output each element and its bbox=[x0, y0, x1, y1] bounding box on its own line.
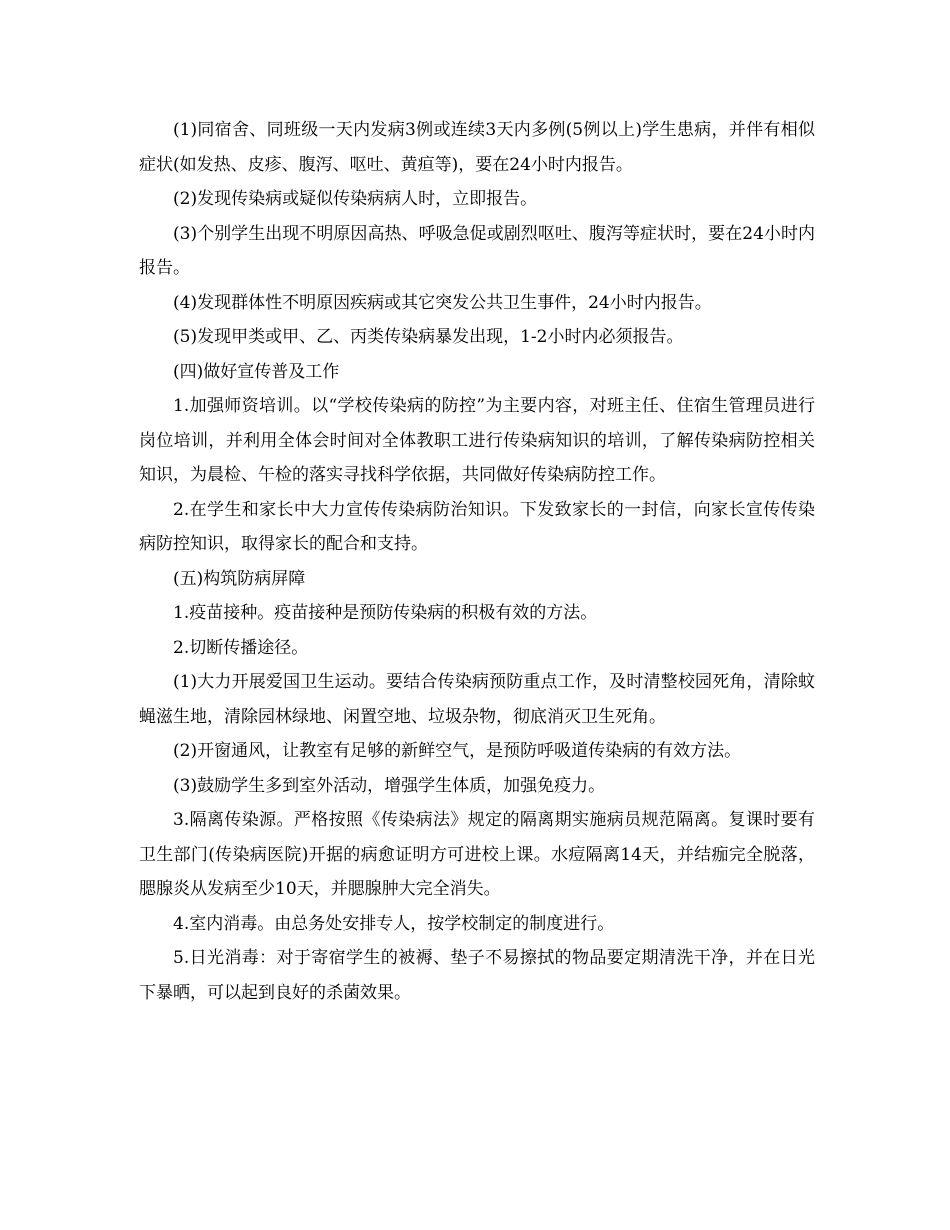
paragraph-parent-education: 2.在学生和家长中大力宣传传染病防治知识。下发致家长的一封信，向家长宣传传染病防控知识，取得家长的配合和支持。 bbox=[139, 499, 815, 554]
paragraph-cut-transmission: 2.切断传播途径。 bbox=[173, 637, 309, 658]
paragraph-outdoor-activity: (3)鼓励学生多到室外活动，增强学生体质，加强免疫力。 bbox=[173, 775, 606, 796]
paragraph-report-suspected-case: (2)发现传染病或疑似传染病病人时，立即报告。 bbox=[173, 189, 538, 209]
paragraph-teacher-training: 1.加强师资培训。以“学校传染病的防控”为主要内容，对班主任、住宿生管理员进行岗位培训，并利用全体会时间对全体教职工进行传染病知识的培训，了解传染病防控相关知识，为晨检、午检的落实寻找科学依据，共同做好传染病防控工作。 bbox=[139, 396, 815, 485]
paragraph-indoor-disinfection: 4.室内消毒。由总务处安排专人，按学校制定的制度进行。 bbox=[173, 913, 615, 934]
paragraph-report-outbreak: (5)发现甲类或甲、乙、丙类传染病暴发出现，1-2小时内必须报告。 bbox=[173, 327, 684, 347]
paragraph-vaccination: 1.疫苗接种。疫苗接种是预防传染病的积极有效的方法。 bbox=[173, 603, 598, 623]
paragraph-report-public-health-event: (4)发现群体性不明原因疾病或其它突发公共卫生事件，24小时内报告。 bbox=[173, 292, 712, 313]
section-heading-publicity: (四)做好宣传普及工作 bbox=[173, 361, 340, 382]
section-heading-prevention-barrier: (五)构筑防病屏障 bbox=[173, 568, 306, 589]
paragraph-ventilation: (2)开窗通风，让教室有足够的新鲜空气，是预防呼吸道传染病的有效方法。 bbox=[173, 741, 742, 761]
paragraph-report-unexplained-symptoms: (3)个别学生出现不明原因高热、呼吸急促或剧烈呕吐、腹泻等症状时，要在24小时内报告。 bbox=[139, 223, 815, 278]
paragraph-sunlight-disinfection: 5.日光消毒：对于寄宿学生的被褥、垫子不易擦拭的物品要定期清洗干净，并在日光下暴晒，可以起到良好的杀菌效果。 bbox=[139, 948, 815, 1003]
paragraph-report-cluster-cases: (1)同宿舍、同班级一天内发病3例或连续3天内多例(5例以上)学生患病，并伴有相似症状(如发热、皮疹、腹泻、呕吐、黄疸等)，要在24小时内报告。 bbox=[139, 120, 815, 175]
paragraph-isolation: 3.隔离传染源。严格按照《传染病法》规定的隔离期实施病员规范隔离。复课时要有卫生部门(传染病医院)开据的病愈证明方可进校上课。水痘隔离14天，并结痂完全脱落，腮腺炎从发病至少10天，并腮腺肿大完全消失。 bbox=[139, 810, 815, 899]
paragraph-sanitation-campaign: (1)大力开展爱国卫生运动。要结合传染病预防重点工作，及时清整校园死角，清除蚊蝇滋生地，清除园林绿地、闲置空地、垃圾杂物，彻底消灭卫生死角。 bbox=[139, 672, 815, 727]
document-body bbox=[139, 113, 815, 1010]
